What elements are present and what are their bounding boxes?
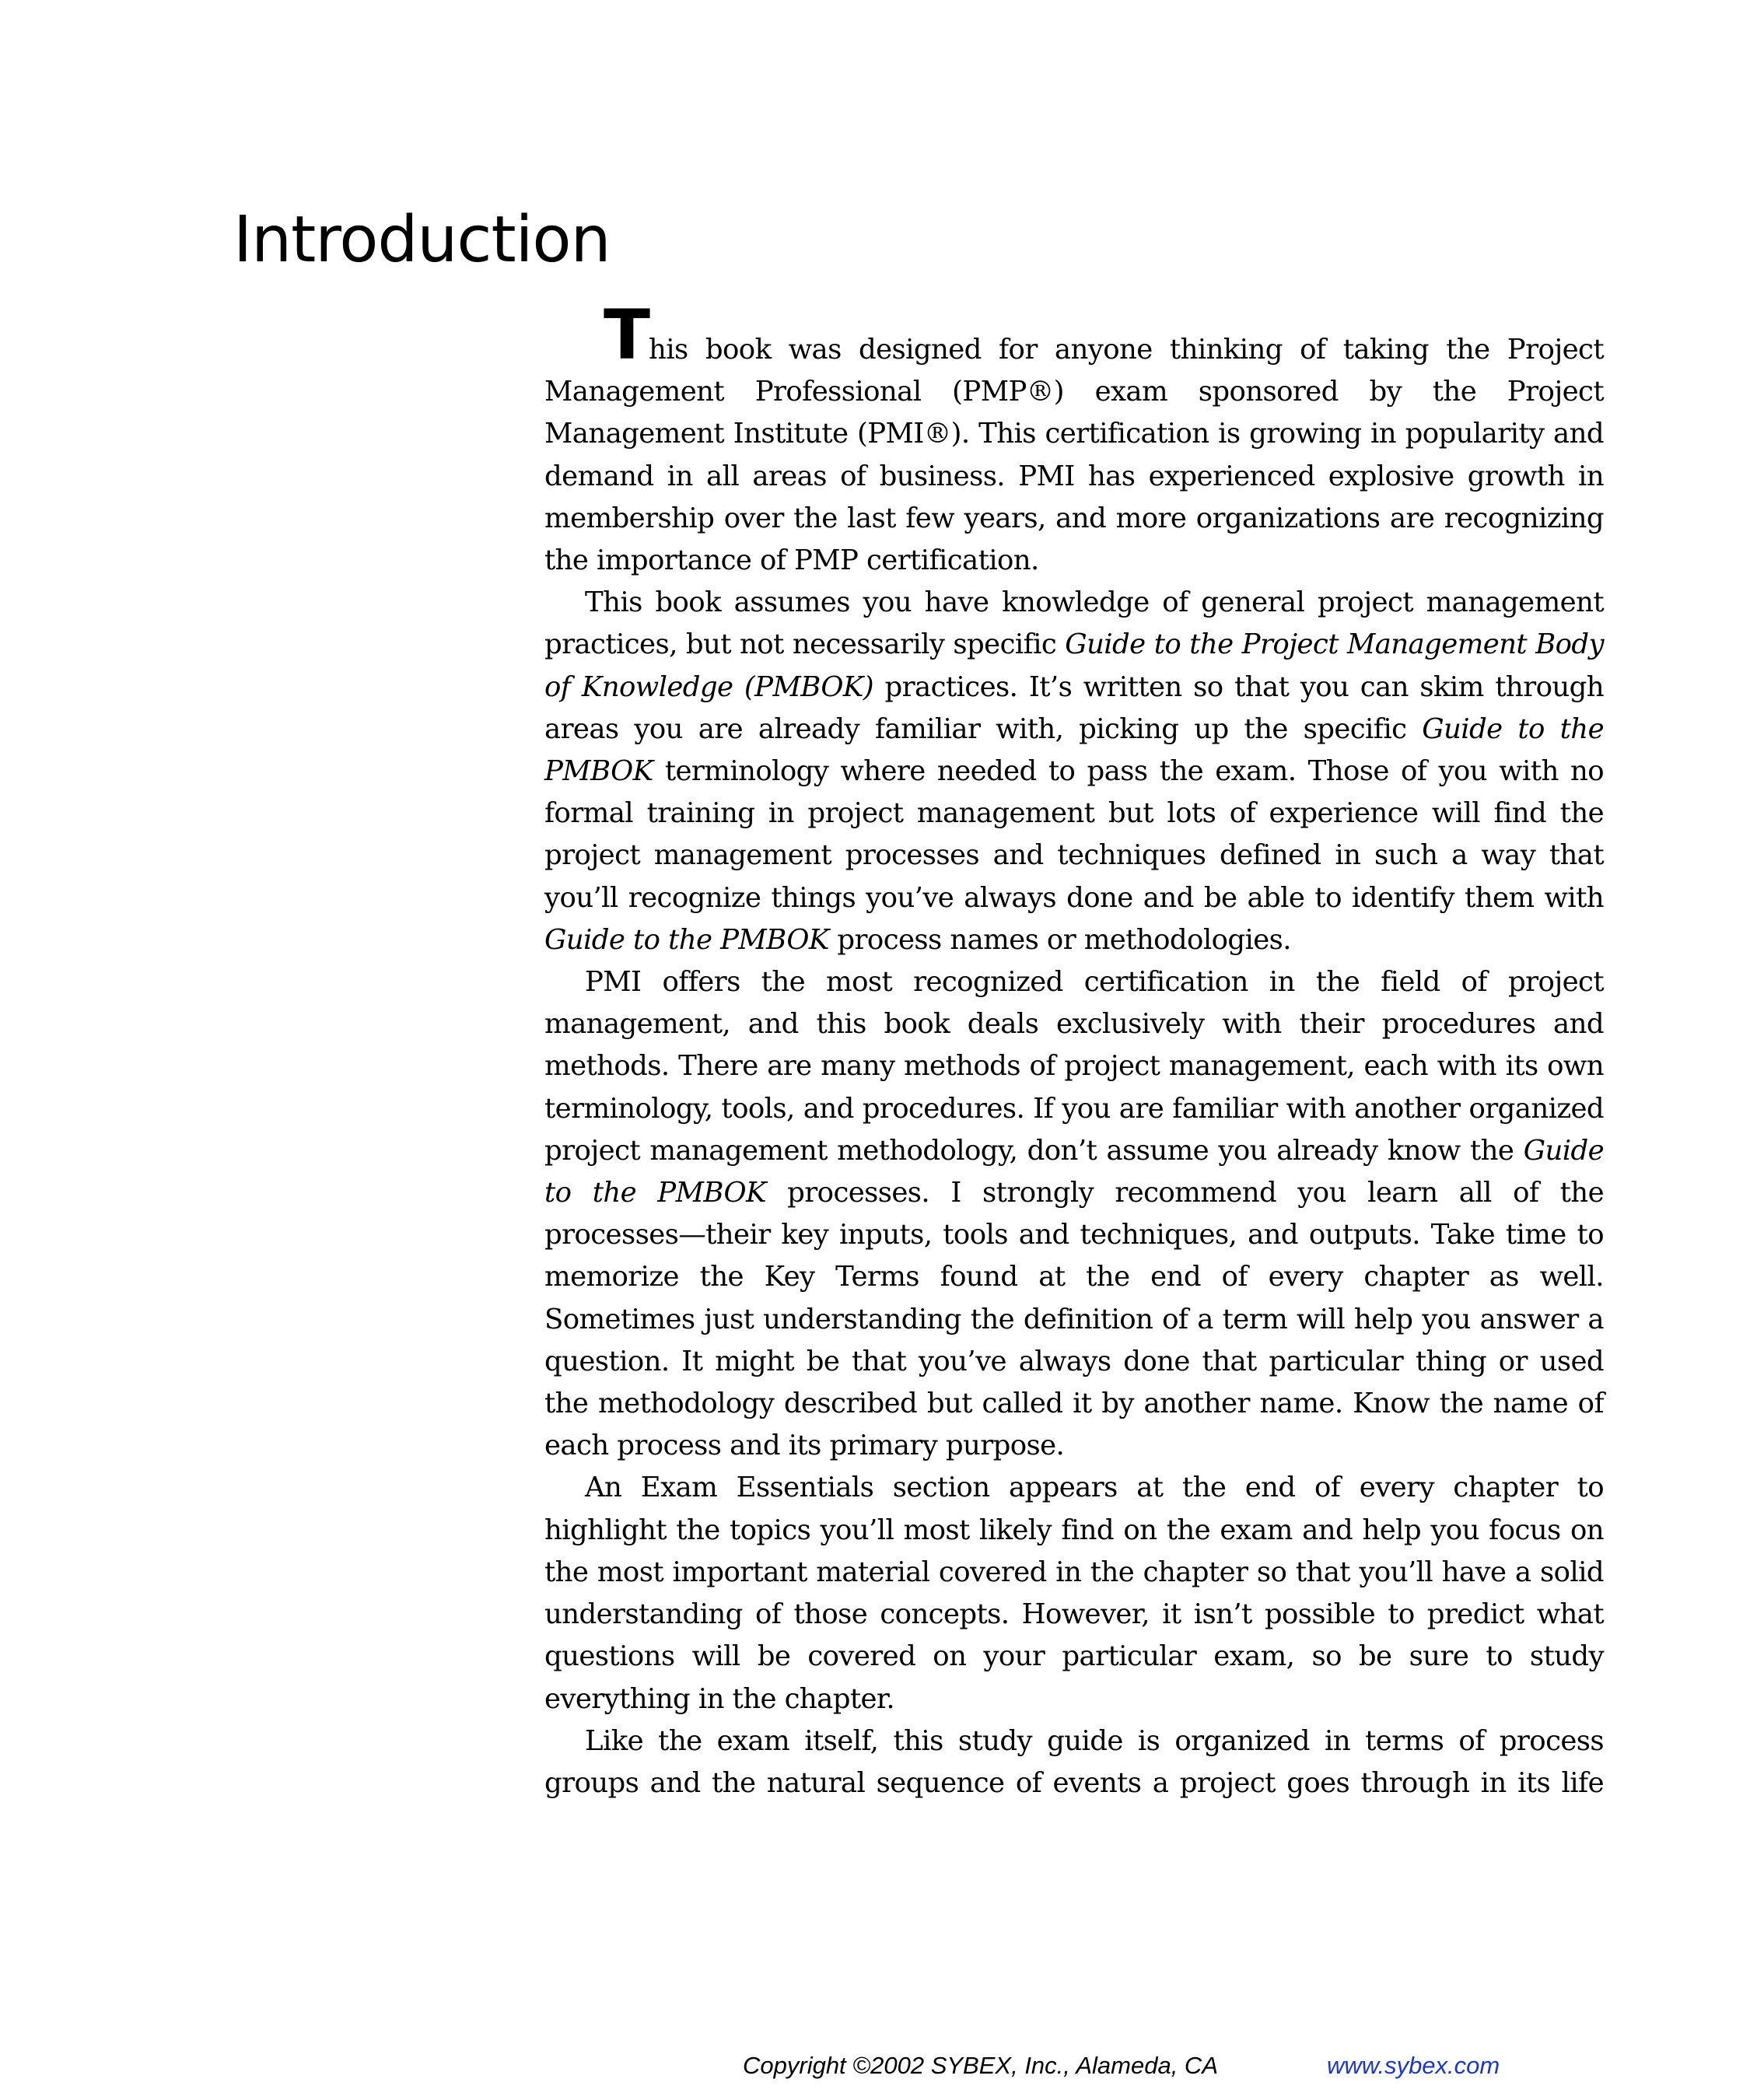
paragraph xyxy=(544,961,1604,1467)
drop-cap: T xyxy=(604,295,649,375)
paragraph-text: Like the exam itself, this study guide is organized in terms of process groups and the natural sequence of events a project goes through in its life xyxy=(544,1724,1604,1799)
paragraph xyxy=(544,295,1604,582)
italic-title: Guide to the PMBOK xyxy=(544,923,829,956)
paragraph-text: process names or methodologies. xyxy=(828,923,1291,956)
paragraph-text: practices. It’s written so that you can skim through areas you are already familiar with, picking up the specific xyxy=(544,670,1604,745)
italic-title: Guide to the PMBOK xyxy=(544,712,1604,788)
paragraph-text: An Exam Essentials section appears at the end of every chapter to highlight the topics you’ll most likely find on the exam and help you focus on the most important material covered in the chapter so that you’ll have a solid understanding of those concepts. However, it isn’t possible to predict what questions will be covered on your particular exam, so be sure to study everything in the chapter. xyxy=(544,1472,1604,1715)
paragraph-text: his book was designed for anyone thinking of taking the Project Management Professional (PMP®) exam sponsored by the Project Management Institute (PMI®). This certification is growing in popularity and demand in all areas of business. PMI has experienced explosive growth in membership over the last few years, and more organizations are recognizing the importance of PMP certification. xyxy=(544,334,1604,577)
paragraph-text: processes. I strongly recommend you learn all of the processes—their key inputs, tools and techniques, and outputs. Take time to memorize the Key Terms found at the end of every chapter as well. Sometimes just understanding the definition of a term will help you answer a question. It might be that you’ve always done that particular thing or used the methodology described but called it by another name. Know the name of each process and its primary purpose. xyxy=(544,1177,1604,1462)
paragraph-text: PMI offers the most recognized certification in the field of project management, and this book deals exclusively with their procedures and methods. There are many methods of project management, each with its own terminology, tools, and procedures. If you are familiar with another organized project management methodology, don’t assume you already know the xyxy=(544,966,1604,1167)
publisher-website-link[interactable]: www.sybex.com xyxy=(1327,2052,1500,2079)
copyright-notice: Copyright ©2002 SYBEX, Inc., Alameda, CA xyxy=(743,2052,1218,2079)
italic-title: Guide to the Project Management Body of Knowledge (PMBOK) xyxy=(544,628,1604,703)
paragraph-text: terminology where needed to pass the exam. Those of you with no formal training in project management but lots of experience will find the project management processes and techniques defined in such a way that you’ll recognize things you’ve always done and be able to identify them with xyxy=(544,755,1604,914)
italic-title: Guide to the PMBOK xyxy=(544,1134,1604,1209)
page-title: Introduction xyxy=(233,203,611,277)
paragraph-text: This book assumes you have knowledge of general project management practices, but not necessarily specific xyxy=(544,586,1604,661)
paragraph xyxy=(544,1467,1604,1720)
paragraph xyxy=(544,582,1604,961)
body-text xyxy=(544,295,1604,1804)
paragraph xyxy=(544,1720,1604,1804)
